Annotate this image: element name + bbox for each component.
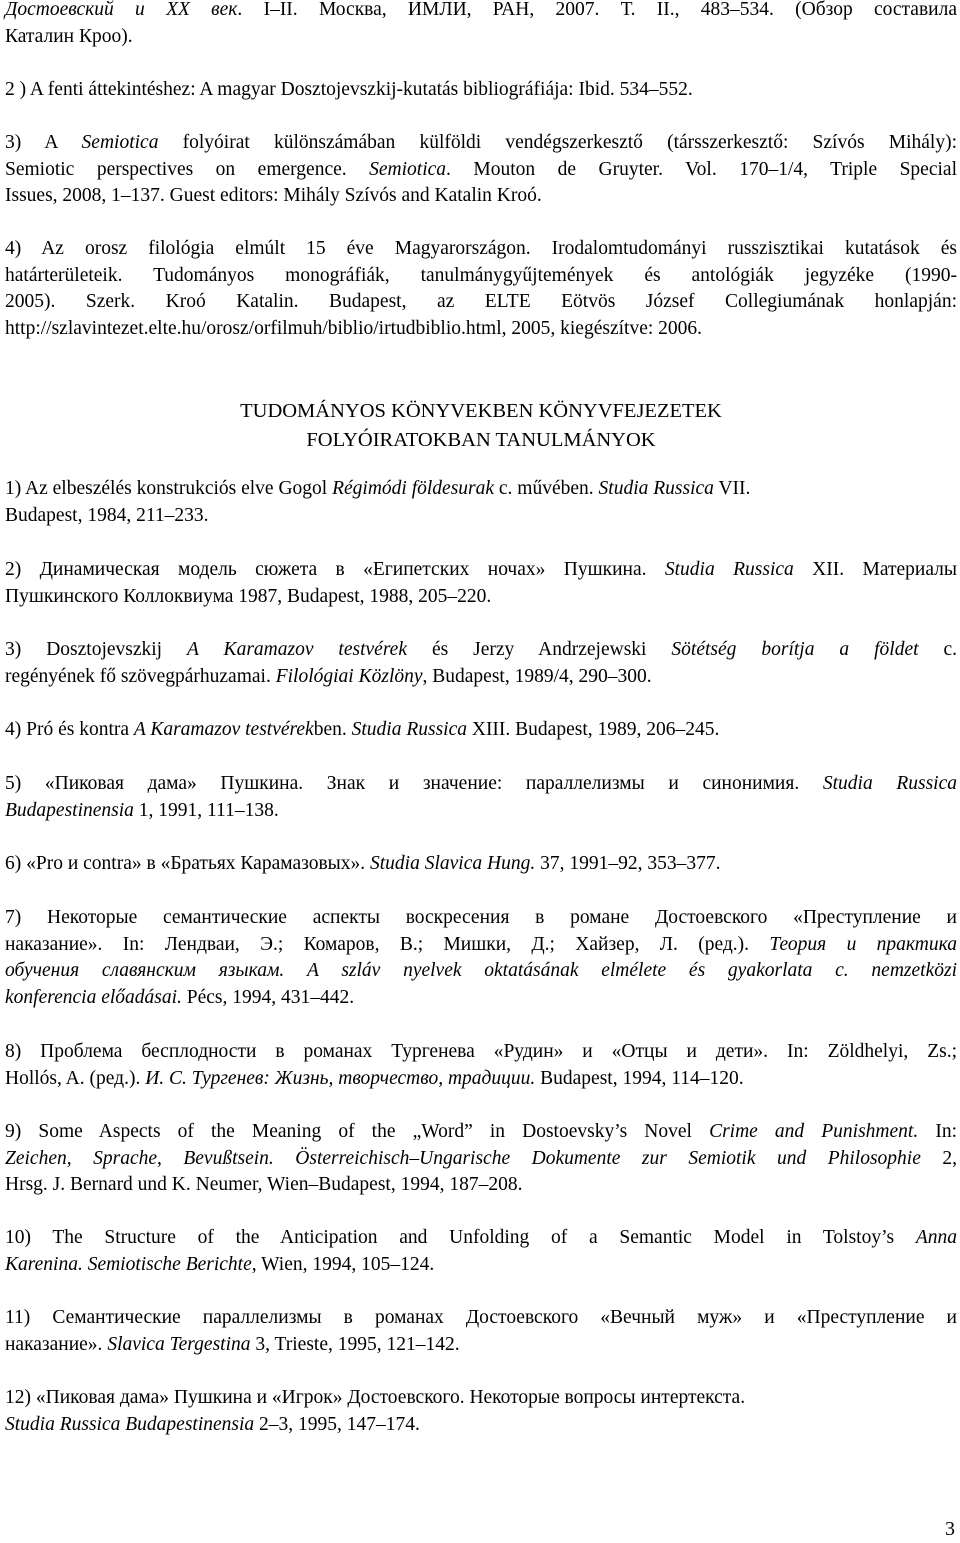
bib-entry-12: 12) «Пиковая дама» Пушкина и «Игрок» Достоевского. Некоторые вопросы интертекста. Studia Russica Budapestinensia 2–3, 1995, 147–174. [5,1387,746,1435]
page-number: 3 [945,1518,955,1540]
section-heading [5,397,957,454]
section-heading-line-2: FOLYÓIRATOKBAN TANULMÁNYOK [306,428,656,451]
bib-entry-5: 5) «Пиковая дама» Пушкина. Знак и значение: параллелизмы и синонимия. Studia Russica Budapestinensia 1, 1991, 111–138. [5,773,957,821]
bib-entry-2: 2) Динамическая модель сюжета в «Египетских ночах» Пушкина. Studia Russica XII. Материалы Пушкинского Коллоквиума 1987, Budapest, 1988, 205–220. [5,559,957,607]
intro-paragraph-4: 4) Az orosz filológia elmúlt 15 éve Magyarországon. Irodalomtudományi russzisztikai kutatások és határterületeik. Tudományos monográfiák, tanulmánygyűjtemények és antológiák jegyzéke (1990- 2005). Szerk. Kroó Katalin. Budapest, az ELTE Eötvös József Collegiumának honlapján: http://szlavintezet.elte.hu/orosz/orfilmuh/biblio/irtudbiblio.html, 2005, kiegészítve: 2006. [5,238,957,339]
bib-entry-1: 1) Az elbeszélés konstrukciós elve Gogol Régimódi földesurak c. művében. Studia Russica VII. Budapest, 1984, 211–233. [5,478,751,526]
bib-entry-3: 3) Dosztojevszkij A Karamazov testvérek és Jerzy Andrzejewski Sötétség borítja a földet c. regényének fő szövegpárhuzamai. Filológiai Közlöny, Budapest, 1989/4, 290–300. [5,639,957,687]
bib-entry-9: 9) Some Aspects of the Meaning of the „Word” in Dostoevsky’s Novel Crime and Punishment. In: Zeichen, Sprache, Bevußtsein. Österreichisch–Ungarische Dokumente zur Semiotik und Philosophie 2, Hrsg. J. Bernard und K. Neumer, Wien–Budapest, 1994, 187–208. [5,1121,958,1195]
section-heading-line-1: TUDOMÁNYOS KÖNYVEKBEN KÖNYVFEJEZETEK [240,400,722,422]
bib-entry-4: 4) Pró és kontra A Karamazov testvérekben. Studia Russica XIII. Budapest, 1989, 206–245. [5,719,720,740]
bib-entry-10: 10) The Structure of the Anticipation and Unfolding of a Semantic Model in Tolstoy’s Anna Karenina. Semiotische Berichte, Wien, 1994, 105–124. [5,1227,957,1275]
bib-entry-8: 8) Проблема бесплодности в романах Тургенева «Рудин» и «Отцы и дети». In: Zöldhelyi, Zs.; Hollós, A. (ред.). И. С. Тургенев: Жизнь, творчество, традиции. Budapest, 1994, 114–120. [5,1041,957,1089]
bib-entry-7: 7) Некоторые семантические аспекты воскресения в романе Достоевского «Преступление и наказание». In: Лендваи, Э.; Комаров, В.; Мишки, Д.; Хайзер, Л. (ред.). Теория и практика обучения славянским языкам. A szláv nyelvek oktatásának elmélete és gyakorlata c. nemzetközi konferencia előadásai. Pécs, 1994, 431–442. [5,907,958,1008]
intro-paragraph-2: 2 ) A fenti áttekintéshez: A magyar Dosztojevszkij-kutatás bibliográfiája: Ibid. 534–552. [5,79,693,100]
intro-paragraph-1: Достоевский и XX век. I–II. Москва, ИМЛИ, РАН, 2007. Т. II., 483–534. (Обзор составила Каталин Кроо). [5,0,957,47]
bib-entry-6: 6) «Pro и contra» в «Братьях Карамазовых». Studia Slavica Hung. 37, 1991–92, 353–377. [5,853,721,874]
intro-paragraph-3: 3) A Semiotica folyóirat különszámában külföldi vendégszerkesztő (társszerkesztő: Szívós Mihály): Semiotic perspectives on emergence. Semiotica. Mouton de Gruyter. Vol. 170–1/4, Triple Special Issues, 2008, 1–137. Guest editors: Mihály Szívós and Katalin Kroó. [5,132,957,206]
bib-entry-11: 11) Семантические параллелизмы в романах Достоевского «Вечный муж» и «Преступление и наказание». Slavica Tergestina 3, Trieste, 1995, 121–142. [5,1307,957,1355]
